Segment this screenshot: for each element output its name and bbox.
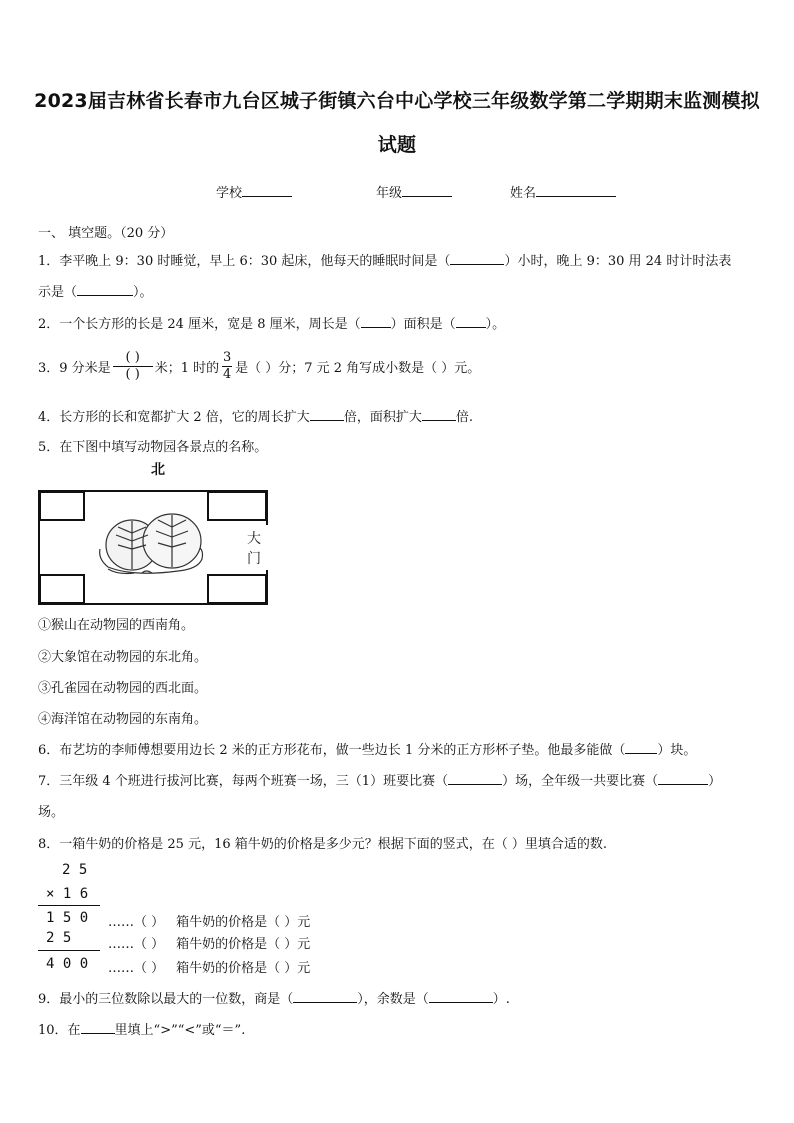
section1-heading: 一、 填空题。（20 分） <box>38 226 174 241</box>
q2-text-a: 2．一个长方形的长是 24 厘米，宽是 8 厘米，周长是（ <box>38 317 361 332</box>
question-1-line2 <box>38 281 153 300</box>
school-field <box>216 182 292 201</box>
name-field <box>510 182 616 201</box>
question-7-line1 <box>38 770 721 789</box>
calc-annotation-1 <box>108 911 310 930</box>
q7-text-a: 7．三年级 4 个班进行拔河比赛，每两个班赛一场，三（1）班要比赛（ <box>38 774 449 789</box>
question-5: 5．在下图中填写动物园各景点的名称。 <box>38 440 268 455</box>
q2-blank-2[interactable] <box>456 315 486 328</box>
school-blank[interactable] <box>242 184 292 197</box>
q7-text-b: ）场，全年级一共要比赛（ <box>502 774 659 789</box>
q3-fraction-3-4 <box>222 351 232 382</box>
zoo-map <box>38 489 270 607</box>
calc-row-5: 4 0 0 <box>46 956 89 972</box>
q3-frac2-top: 3 <box>222 349 232 365</box>
calc-row-4: 2 5 <box>46 930 72 946</box>
grade-label: 年级 <box>376 186 403 201</box>
page-title-line1: 2023届吉林省长春市九台区城子街镇六台中心学校三年级数学第二学期期末监测模拟 <box>34 90 760 112</box>
calc-dots-2[interactable]: ……（ ） <box>108 937 165 952</box>
question-4 <box>38 406 473 425</box>
question-7-line2: 场。 <box>38 805 65 820</box>
calc-row-3: 1 5 0 <box>46 910 89 926</box>
q6-blank[interactable] <box>625 741 657 754</box>
q9-blank-2[interactable] <box>429 990 493 1003</box>
grade-blank[interactable] <box>402 184 452 197</box>
question-9 <box>38 988 510 1007</box>
q5-item-1: ①猴山在动物园的西南角。 <box>38 618 195 633</box>
q4-text-b: 倍，面积扩大 <box>343 410 422 425</box>
q2-text-b: ）面积是（ <box>390 317 456 332</box>
q1-blank-1[interactable] <box>450 252 504 265</box>
q3-frac1-bottom: ( ) <box>125 366 140 382</box>
q4-text-c: 倍. <box>455 410 473 425</box>
q3-text-c: 是（ ）分；7 元 2 角写成小数是（ ）元。 <box>235 360 481 376</box>
north-label: 北 <box>151 462 165 478</box>
q3-text-a: 3．9 分米是 <box>38 360 111 376</box>
q7-blank-2[interactable] <box>658 772 708 785</box>
q3-fraction-blank[interactable] <box>113 351 153 382</box>
calc-line-2 <box>38 950 100 951</box>
zoo-southeast-box <box>208 575 266 603</box>
q6-text-a: 6．布艺坊的李师傅想要用边长 2 米的正方形花布，做一些边长 1 分米的正方形杯子垫。他最多能做（ <box>38 743 626 758</box>
q3-frac2-bottom: 4 <box>222 366 232 382</box>
zoo-southwest-box <box>40 575 84 603</box>
q1-text-b: ）小时，晚上 9：30 用 24 时计时法表 <box>504 254 732 269</box>
name-blank[interactable] <box>536 184 616 197</box>
q7-text-c: ） <box>708 774 722 789</box>
q10-blank[interactable] <box>81 1021 115 1034</box>
q1-text-a: 1．李平晚上 9：30 时睡觉，早上 6：30 起床，他每天的睡眠时间是（ <box>38 254 451 269</box>
calc-annotation-2 <box>108 933 310 952</box>
zoo-northeast-box <box>208 492 266 520</box>
question-2 <box>38 313 505 332</box>
zoo-northwest-box <box>40 492 84 520</box>
calc-label-1[interactable]: 箱牛奶的价格是（ ）元 <box>176 915 311 930</box>
q4-blank-1[interactable] <box>310 408 344 421</box>
q3-frac1-top: ( ) <box>125 349 140 365</box>
calc-row-1: 2 5 <box>62 862 88 878</box>
q5-item-3: ③孔雀园在动物园的西北面。 <box>38 681 208 696</box>
q10-text-a: 10．在 <box>38 1023 81 1038</box>
calc-line-1 <box>38 905 100 906</box>
question-8: 8．一箱牛奶的价格是 25 元，16 箱牛奶的价格是多少元？根据下面的竖式，在（ ）里填合适的数. <box>38 837 608 852</box>
q9-text-a: 9．最小的三位数除以最大的一位数，商是（ <box>38 992 294 1007</box>
calc-dots-1[interactable]: ……（ ） <box>108 915 165 930</box>
q1-blank-2[interactable] <box>77 283 133 296</box>
q9-text-b: ），余数是（ <box>357 992 429 1007</box>
q9-blank-1[interactable] <box>293 990 357 1003</box>
q5-item-2: ②大象馆在动物园的东北角。 <box>38 650 208 665</box>
calc-label-2[interactable]: 箱牛奶的价格是（ ）元 <box>176 937 311 952</box>
grade-field <box>376 182 452 201</box>
q6-text-b: ）块。 <box>657 743 697 758</box>
question-10 <box>38 1019 245 1038</box>
question-3 <box>38 344 480 388</box>
q4-text-a: 4．长方形的长和宽都扩大 2 倍，它的周长扩大 <box>38 410 310 425</box>
q7-blank-1[interactable] <box>448 772 502 785</box>
q10-text-b: 里填上“>”“<”或“＝”. <box>114 1023 246 1038</box>
q4-blank-2[interactable] <box>422 408 456 421</box>
calc-label-3[interactable]: 箱牛奶的价格是（ ）元 <box>176 961 311 976</box>
q5-item-4: ④海洋馆在动物园的东南角。 <box>38 712 208 727</box>
calc-dots-3[interactable]: ……（ ） <box>108 961 165 976</box>
page-title-line2: 试题 <box>377 134 417 156</box>
q1-text-c: 示是（ <box>38 285 78 300</box>
question-1-line1 <box>38 250 731 269</box>
gate-label: 大门 <box>247 531 261 567</box>
q9-text-c: ）. <box>492 992 510 1007</box>
calc-row-2: × 1 6 <box>46 886 89 902</box>
q2-blank-1[interactable] <box>361 315 391 328</box>
q3-text-b: 米；1 时的 <box>154 360 220 376</box>
q2-text-c: ）。 <box>485 317 506 332</box>
q1-text-d: ）。 <box>133 285 153 300</box>
school-label: 学校 <box>216 186 243 201</box>
question-6 <box>38 739 696 758</box>
name-label: 姓名 <box>510 186 537 201</box>
calc-annotation-3 <box>108 957 310 976</box>
